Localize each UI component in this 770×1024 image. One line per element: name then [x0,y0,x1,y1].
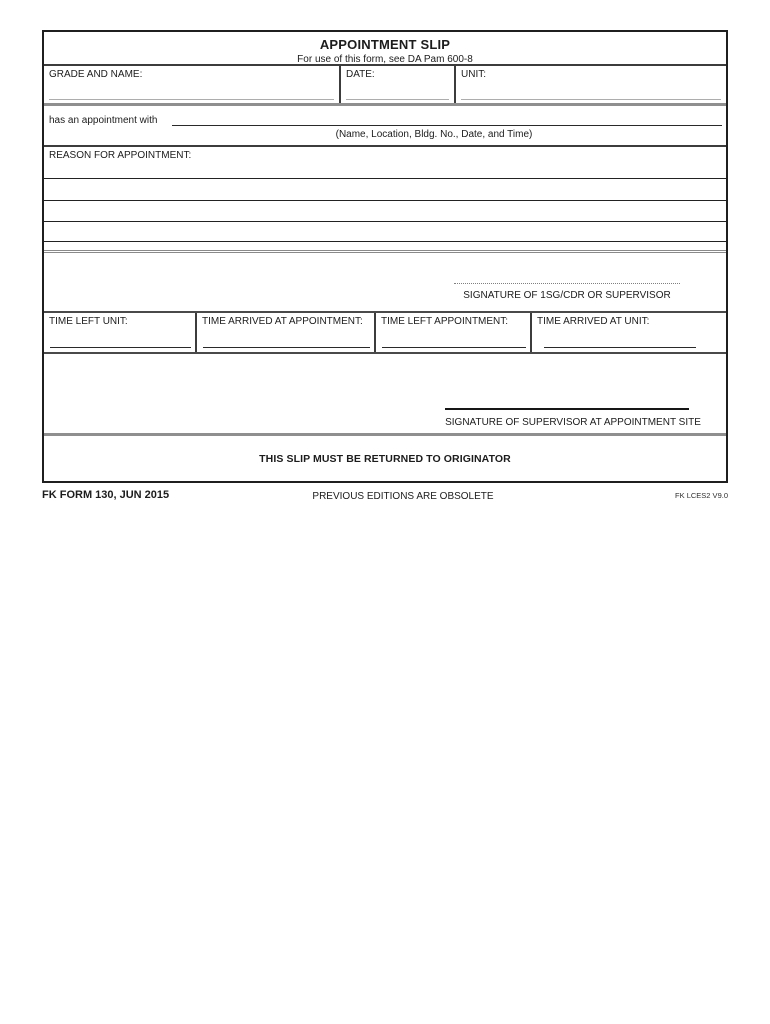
time-arrived-appointment-input-line[interactable] [203,347,370,348]
grade-name-cell [44,66,341,103]
appointment-with-label: has an appointment with [49,115,158,126]
unit-input-line[interactable] [461,99,721,100]
form-footer [42,489,728,507]
signature-site-line[interactable] [445,408,689,410]
time-left-unit-cell [44,313,197,352]
signature-site-section [44,354,726,436]
grade-name-label: GRADE AND NAME: [49,69,143,80]
return-notice-section [44,436,726,481]
appointment-with-caption: (Name, Location, Bldg. No., Date, and Time) [335,129,533,140]
appointment-with-row [44,106,726,147]
date-label: DATE: [346,69,375,80]
time-left-appointment-cell [376,313,532,352]
signature-1sg-caption: SIGNATURE OF 1SG/CDR OR SUPERVISOR [463,290,671,301]
time-left-appointment-input-line[interactable] [382,347,526,348]
return-notice-text: THIS SLIP MUST BE RETURNED TO ORIGINATOR [259,452,511,465]
reason-writing-line-4[interactable] [44,241,726,242]
unit-cell [456,66,726,103]
time-arrived-unit-cell [532,313,726,352]
time-left-appointment-label: TIME LEFT APPOINTMENT: [381,316,509,327]
form-number: FK FORM 130, JUN 2015 [42,489,170,501]
form-subtitle: For use of this form, see DA Pam 600-8 [297,54,473,65]
time-left-unit-input-line[interactable] [50,347,191,348]
form-title-section [44,32,726,66]
appointment-slip-form [42,30,728,483]
time-left-unit-label: TIME LEFT UNIT: [49,316,128,327]
signature-site-caption: SIGNATURE OF SUPERVISOR AT APPOINTMENT SITE [445,417,701,428]
time-arrived-unit-label: TIME ARRIVED AT UNIT: [537,316,650,327]
time-arrived-unit-input-line[interactable] [544,347,696,348]
header-fields-row [44,66,726,106]
time-arrived-appointment-cell [197,313,376,352]
unit-label: UNIT: [461,69,486,80]
grade-name-input-line[interactable] [49,99,334,100]
time-fields-row [44,313,726,354]
editions-note: PREVIOUS EDITIONS ARE OBSOLETE [312,491,494,502]
form-version: FK LCES2 V9.0 [675,491,728,500]
signature-1sg-line[interactable] [454,283,680,284]
reason-writing-line-3[interactable] [44,221,726,222]
signature-1sg-section [44,253,726,313]
form-title: APPOINTMENT SLIP [319,37,451,52]
time-arrived-appointment-label: TIME ARRIVED AT APPOINTMENT: [202,316,363,327]
reason-writing-line-1[interactable] [44,178,726,179]
appointment-with-input-line[interactable] [172,125,722,126]
reason-label: REASON FOR APPOINTMENT: [49,150,192,161]
reason-section [44,147,726,253]
date-input-line[interactable] [346,99,449,100]
reason-writing-line-2[interactable] [44,200,726,201]
date-cell [341,66,456,103]
